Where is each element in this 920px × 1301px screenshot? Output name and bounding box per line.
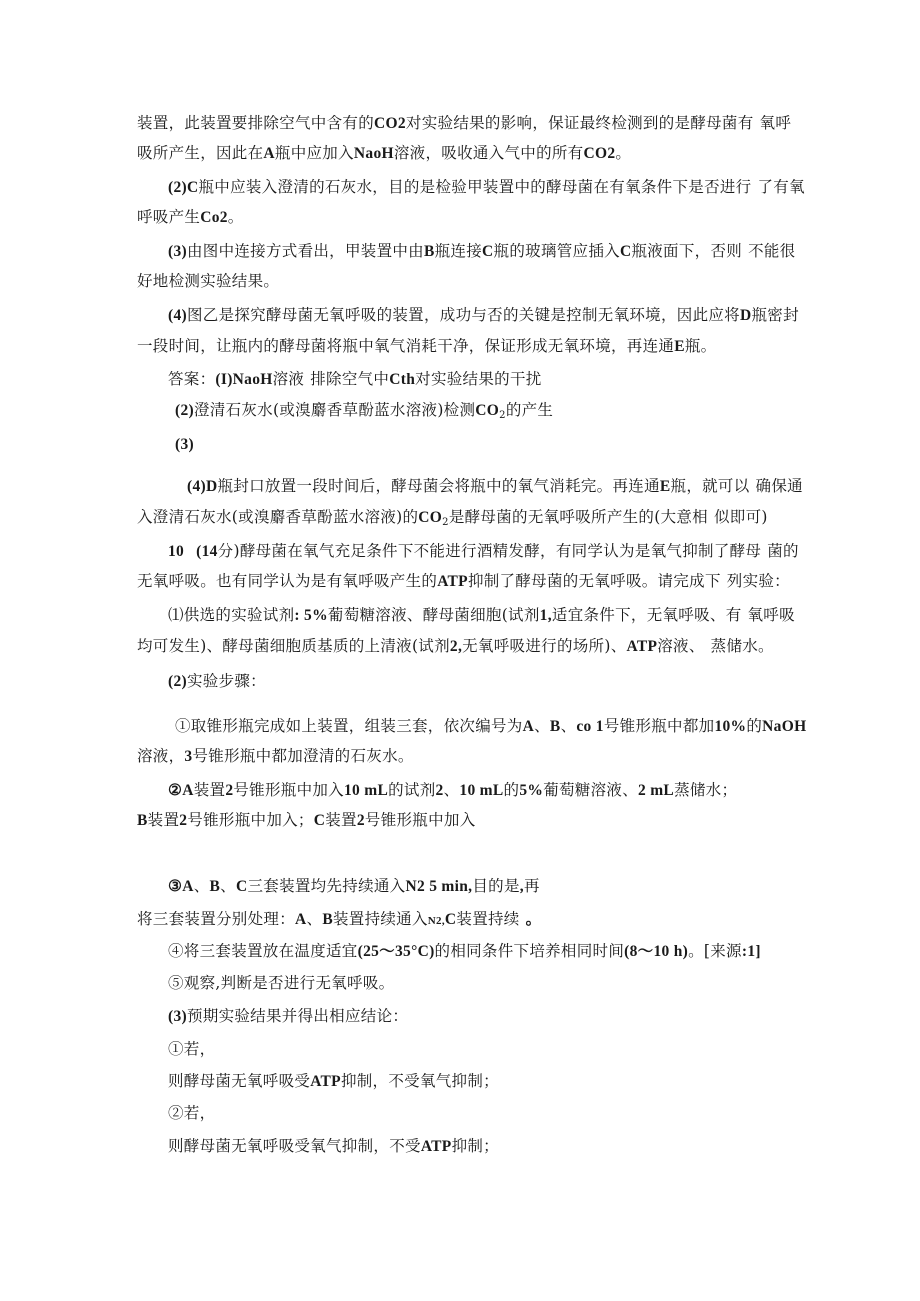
q10-2-step3-line1: ③A、B、C三套装置均先持续通入N2 5 min,目的是,再 <box>168 877 540 895</box>
p3-line1: (3)由图中连接方式看出，甲装置中由B瓶连接C瓶的玻璃管应插入C瓶液面下，否则 不能很 <box>168 242 796 260</box>
p1-line2: 吸所产生，因此在A瓶中应加入NaoH溶液，吸收通入气中的所有CO2。 <box>137 144 632 162</box>
q10-2-step1-line2: 溶液，3号锥形瓶中都加澄清的石灰水。 <box>137 747 414 765</box>
p4-line2: 一段时间，让瓶内的酵母菌将瓶中氧气消耗干净，保证形成无氧环境，再连通E瓶。 <box>137 337 717 355</box>
p3-line2: 好地检测实验结果。 <box>137 272 280 290</box>
answer-line4: (4)D瓶封口放置一段时间后，酵母菌会将瓶中的氧气消耗完。再连通E瓶，就可以 确保通 <box>187 477 803 495</box>
q10-1-line1: ⑴供选的实验试剂: 5%葡萄糖溶液、酵母菌细胞(试剂1,适宜条件下，无氧呼吸、有 氧呼吸 <box>168 606 795 624</box>
q10-2-title: (2)实验步骤： <box>168 672 266 690</box>
q10-line2: 无氧呼吸。也有同学认为是有氧呼吸产生的ATP抑制了酵母菌的无氧呼吸。请完成下 列实验： <box>137 572 790 590</box>
p2-line2: 呼吸产生Co2。 <box>137 208 244 226</box>
answer-line3: (3) <box>175 436 194 453</box>
q10-2-step4: ④将三套装置放在温度适宜(25～35°C)的相同条件下培养相同时间(8～10 h)。[来源:1] <box>168 942 761 960</box>
q10-3-result1-conclusion: 则酵母菌无氧呼吸受ATP抑制，不受氧气抑制； <box>168 1072 499 1090</box>
q10-line1: 10 (14分)酵母菌在氧气充足条件下不能进行酒精发酵，有同学认为是氧气抑制了酵母 菌的 <box>168 542 799 560</box>
answer-line2: (2)澄清石灰水(或溴麝香草酚蓝水溶液)检测$CO_2$的产生 <box>175 401 554 421</box>
q10-3-result2-conclusion: 则酵母菌无氧呼吸受氧气抑制，不受ATP抑制； <box>168 1137 499 1155</box>
p1-line1: 装置，此装置要排除空气中含有的CO2对实验结果的影响，保证最终检测到的是酵母菌有 氧呼 <box>137 114 792 132</box>
q10-2-step2-line1: ②A装置2号锥形瓶中加入10 mL的试剂2、10 mL的5%葡萄糖溶液、2 mL蒸储水； <box>168 781 738 799</box>
q10-3-result2-condition: ②若， <box>168 1104 216 1122</box>
p4-line1: (4)图乙是探究酵母菌无氧呼吸的装置，成功与否的关键是控制无氧环境，因此应将D瓶密封 <box>168 306 799 324</box>
p2-line1: (2)C瓶中应装入澄清的石灰水，目的是检验甲装置中的酵母菌在有氧条件下是否进行 了有氧 <box>168 178 805 196</box>
q10-3-title: (3)预期实验结果并得出相应结论： <box>168 1007 409 1025</box>
q10-2-step5: ⑤观察,判断是否进行无氧呼吸。 <box>168 974 395 992</box>
q10-3-result1-condition: ①若， <box>168 1040 216 1058</box>
q10-2-step2-line2: B装置2号锥形瓶中加入；C装置2号锥形瓶中加入 <box>137 811 476 829</box>
answer-line5: 入澄清石灰水(或溴麝香草酚蓝水溶液)的$CO_2$是酵母菌的无氧呼吸所产生的(大意相 似即可) <box>137 508 768 528</box>
q10-1-line2: 均可发生)、酵母菌细胞质基质的上清液(试剂2,无氧呼吸进行的场所)、ATP溶液、 蒸储水。 <box>137 637 774 655</box>
answer-line1: 答案：(I)NaoH溶液 排除空气中Cth对实验结果的干扰 <box>168 370 542 388</box>
q10-2-step1-line1: ①取锥形瓶完成如上装置，组装三套，依次编号为A、B、co 1号锥形瓶中都加10%的NaOH <box>175 717 807 735</box>
q10-2-step3-line2: 将三套装置分别处理：A、B装置持续通入N2,C装置持续 。 <box>137 910 542 928</box>
